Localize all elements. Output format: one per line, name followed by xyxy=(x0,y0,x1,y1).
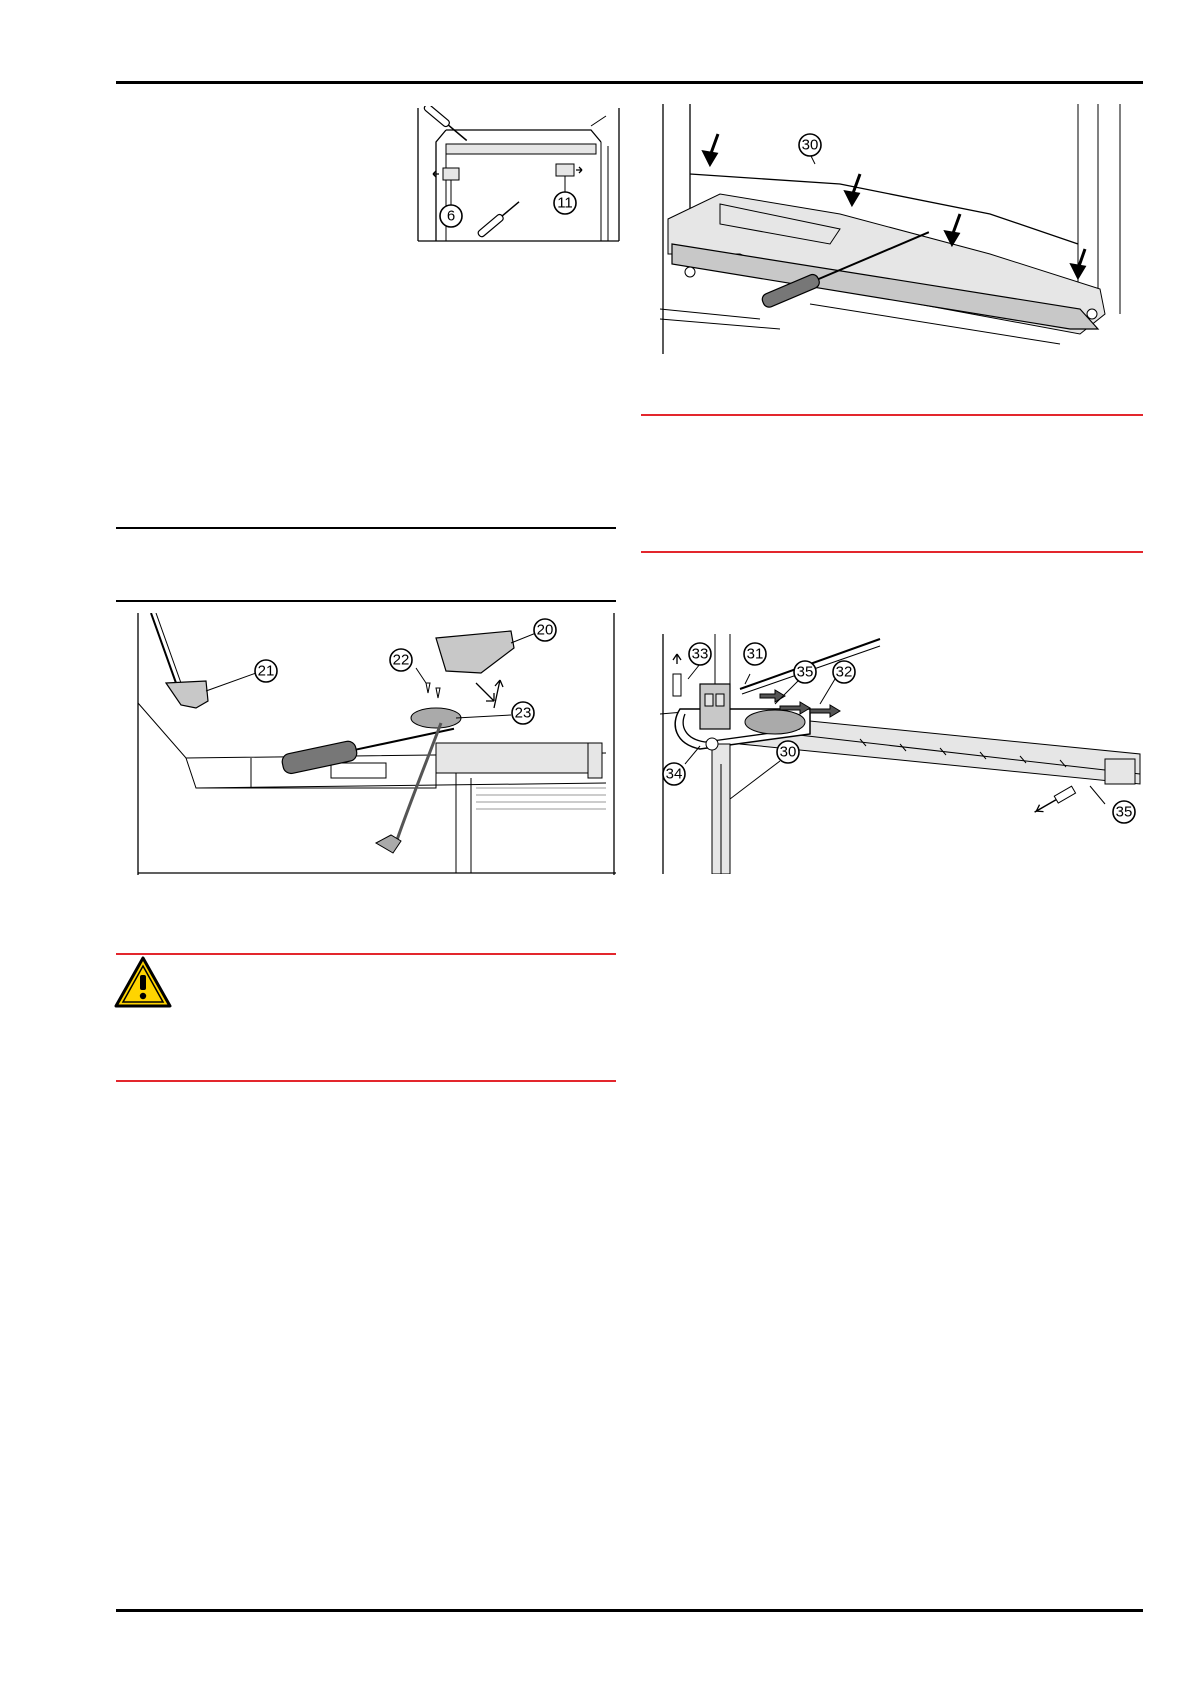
callout-30 xyxy=(799,134,821,156)
callout-30-hinge xyxy=(777,741,799,763)
figure-cover-strip xyxy=(660,104,1142,354)
svg-text:35: 35 xyxy=(1115,803,1133,821)
callout-11 xyxy=(554,192,576,214)
svg-text:33: 33 xyxy=(691,645,709,663)
figure-hinge-detail xyxy=(660,634,1142,874)
svg-text:21: 21 xyxy=(257,662,275,680)
notice-rule-top xyxy=(641,414,1143,416)
warning-rule-bottom xyxy=(116,1080,616,1082)
callout-34 xyxy=(663,763,685,785)
callout-33 xyxy=(689,643,711,665)
svg-text:30: 30 xyxy=(801,136,819,154)
svg-text:31: 31 xyxy=(746,645,764,663)
warning-rule-top xyxy=(116,953,616,955)
svg-text:35: 35 xyxy=(796,663,814,681)
footer-rule xyxy=(116,1609,1143,1612)
callout-22 xyxy=(390,649,412,671)
section-rule-top xyxy=(116,527,616,529)
notice-rule-bottom xyxy=(641,551,1143,553)
header-rule xyxy=(116,81,1143,84)
svg-text:6: 6 xyxy=(446,207,456,225)
figure-top-cover xyxy=(136,613,616,875)
figure-cover-caps xyxy=(416,106,621,243)
svg-text:20: 20 xyxy=(536,621,554,639)
svg-text:23: 23 xyxy=(514,704,532,722)
callout-32 xyxy=(833,661,855,683)
svg-text:11: 11 xyxy=(557,194,573,212)
callout-35-top xyxy=(794,661,816,683)
callout-6 xyxy=(440,205,462,227)
callout-20 xyxy=(534,619,556,641)
warning-triangle-icon xyxy=(114,956,172,1008)
section-rule-bottom xyxy=(116,600,616,602)
callout-31 xyxy=(744,643,766,665)
svg-text:34: 34 xyxy=(665,765,683,783)
svg-text:22: 22 xyxy=(392,651,410,669)
svg-text:32: 32 xyxy=(835,663,853,681)
callout-35-bottom xyxy=(1113,801,1135,823)
callout-23 xyxy=(512,702,534,724)
svg-text:30: 30 xyxy=(779,743,797,761)
callout-21 xyxy=(255,660,277,682)
